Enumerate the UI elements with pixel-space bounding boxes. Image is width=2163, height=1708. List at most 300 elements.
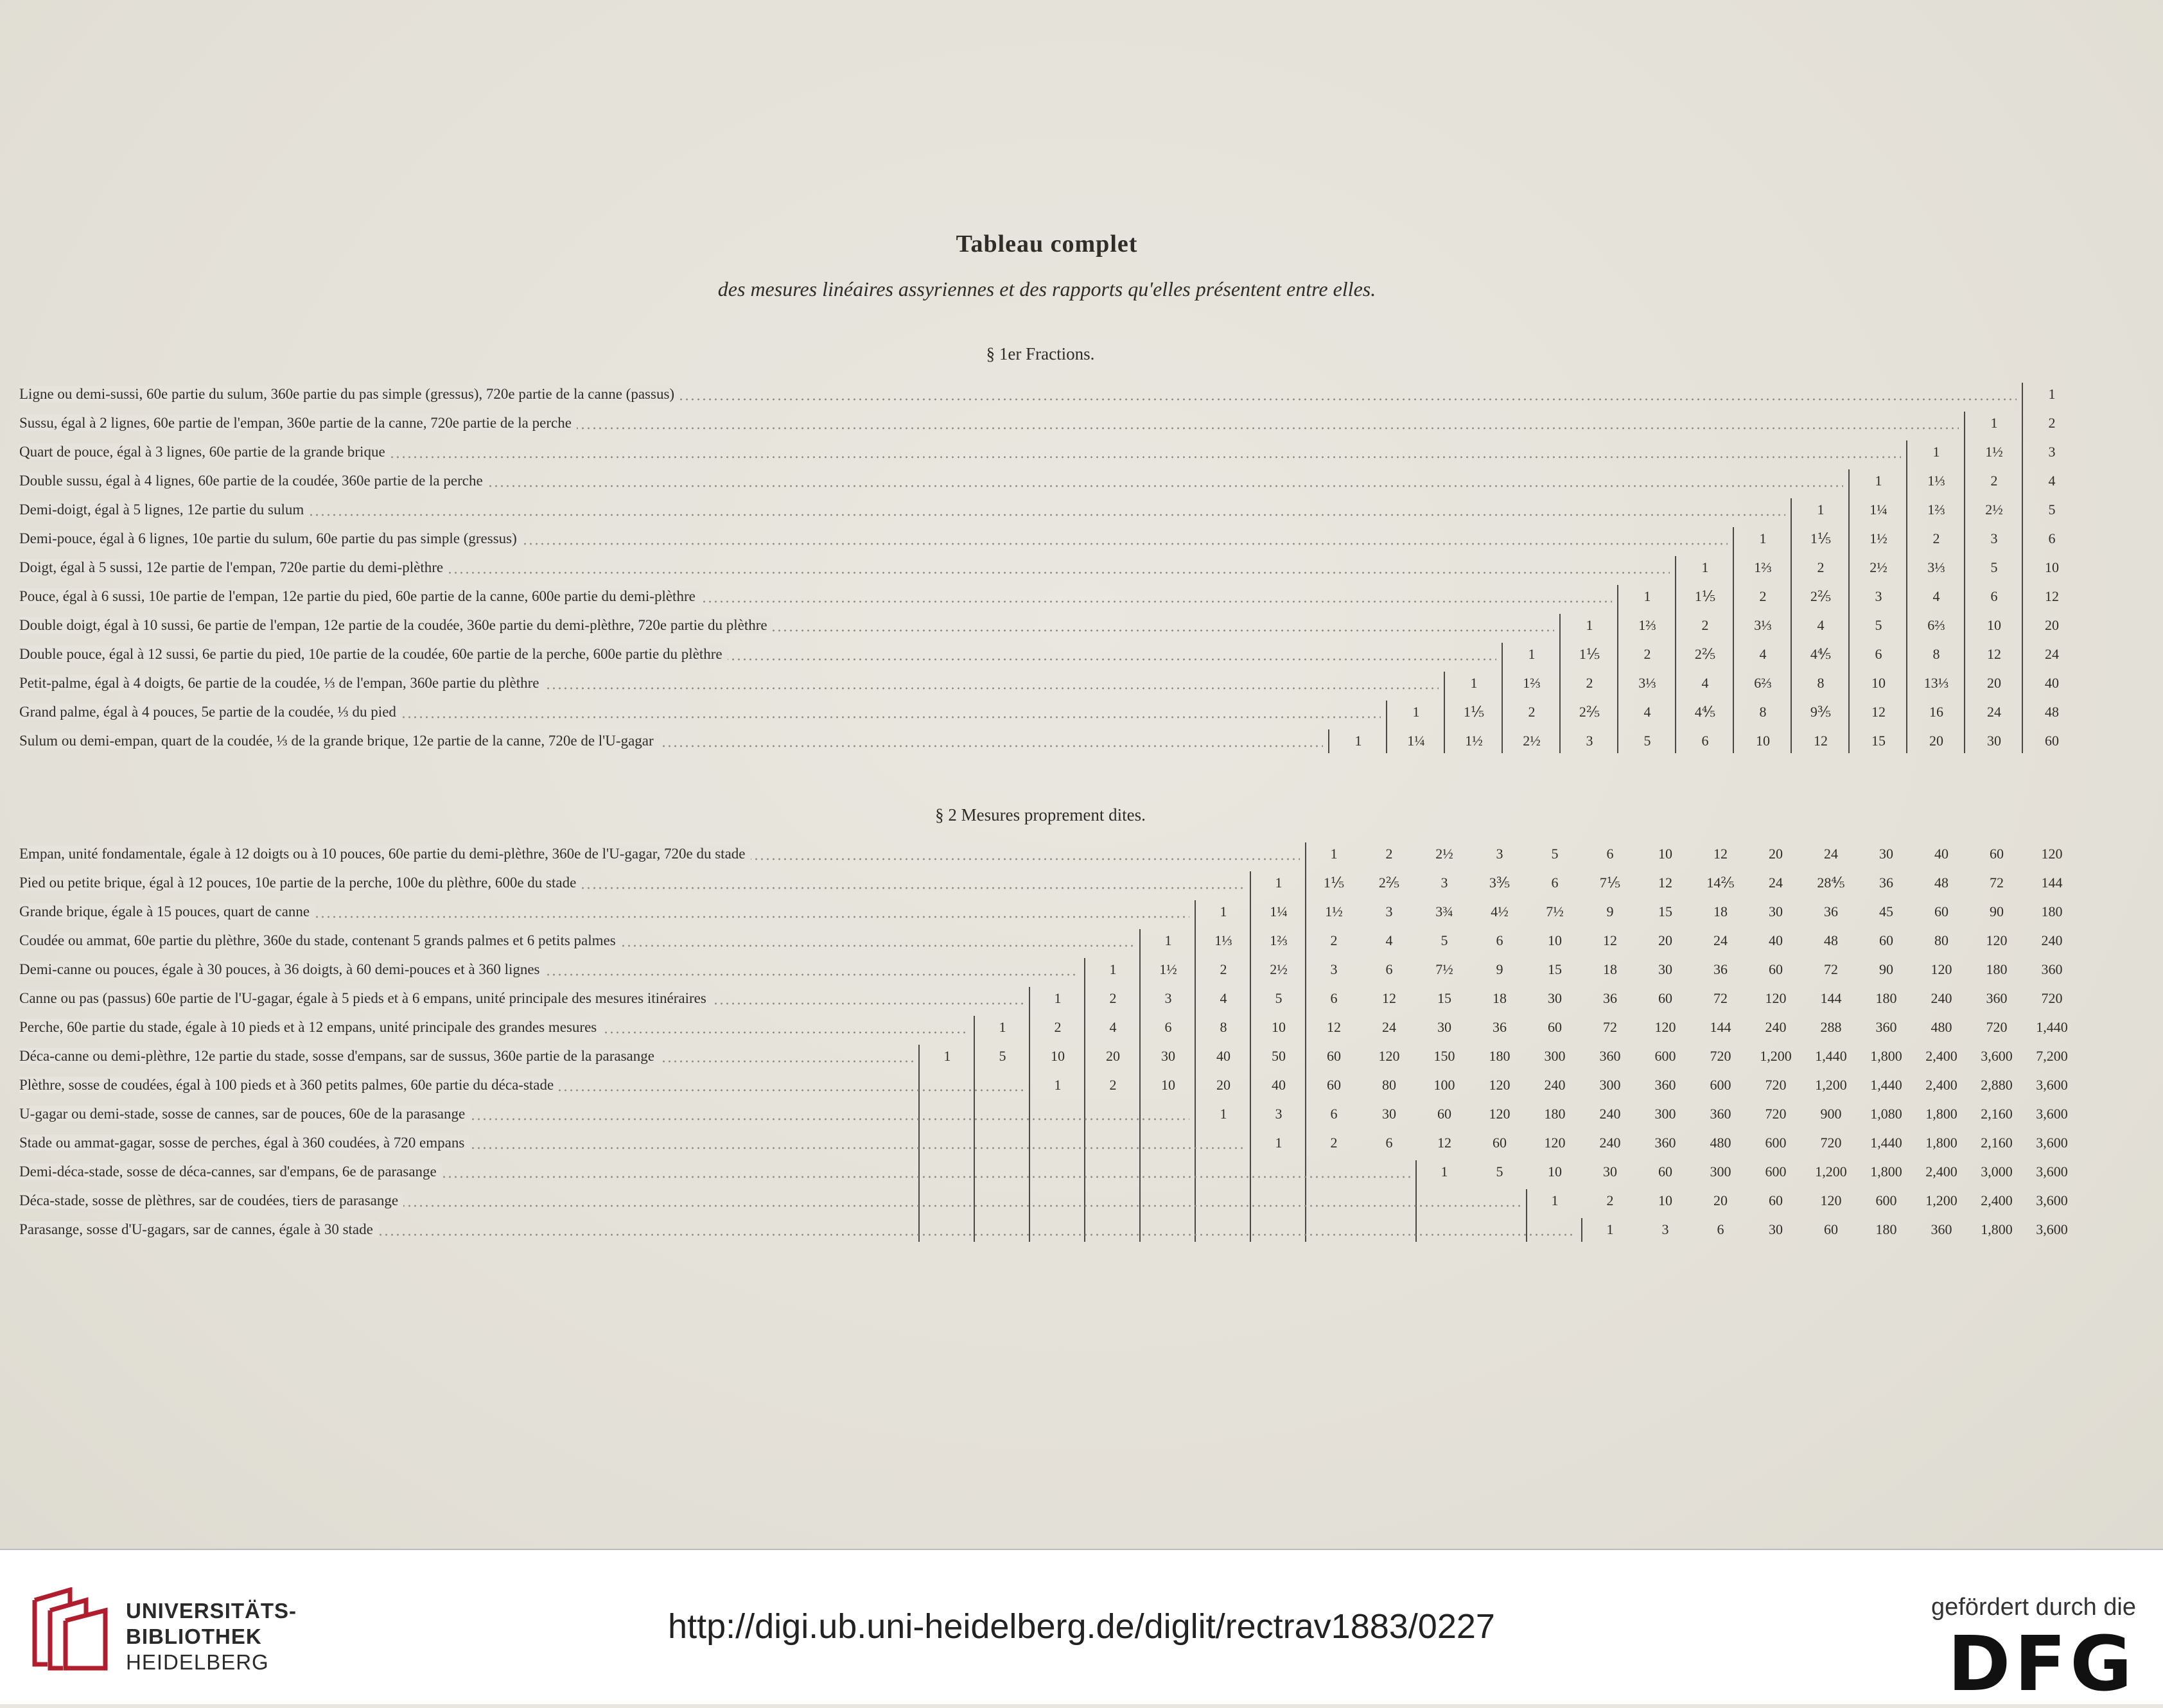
- measures-cell: 300: [1544, 1048, 1566, 1064]
- measures-cell: 1,080: [1870, 1106, 1902, 1122]
- fractions-cell: 8: [1817, 675, 1825, 691]
- measures-cell: 2,400: [1981, 1192, 2013, 1208]
- measures-cell: 15: [1548, 961, 1562, 977]
- measures-cell: 30: [1382, 1106, 1396, 1122]
- measures-cell: 3⅗: [1489, 875, 1511, 891]
- measures-cell: 1,800: [1981, 1221, 2013, 1237]
- measures-row-label-text: Plèthre, sosse de coudées, égal à 100 pieds et à 360 petits palmes, 60e partie du déca-stade: [19, 1077, 559, 1093]
- measures-row-label: [19, 1216, 1576, 1244]
- measures-cell: 2: [1330, 932, 1338, 948]
- measures-cell: 3,600: [2036, 1135, 2068, 1151]
- measures-cell: 20: [1106, 1048, 1120, 1064]
- measures-cell: 2,400: [1925, 1077, 1957, 1093]
- measures-row-label-text: Déca-canne ou demi-plèthre, 12e partie du stade, sosse d'empans, sar de sussus, 360e partie de la parasange: [19, 1048, 660, 1064]
- measures-row-label-text: U-gagar ou demi-stade, sosse de cannes, sar de pouces, 60e de la parasange: [19, 1106, 470, 1122]
- fractions-cell: 3: [1586, 733, 1593, 749]
- fractions-row: [0, 525, 2163, 553]
- library-name-line2: BIBLIOTHEK: [126, 1625, 262, 1648]
- fractions-cell: 3⅓: [1754, 617, 1772, 633]
- fractions-cell: 1½: [1870, 530, 1887, 546]
- fractions-cell: 4: [2048, 473, 2056, 489]
- measures-cell: 2,160: [1981, 1135, 2013, 1151]
- fractions-row-label-text: Ligne ou demi-sussi, 60e partie du sulum, 360e partie du pas simple (gressus), 720e partie de la canne (passus): [19, 386, 679, 402]
- measures-cell: 720: [1765, 1106, 1787, 1122]
- measures-cell: 288: [1820, 1019, 1842, 1035]
- measures-cell: 2½: [1270, 961, 1288, 977]
- fractions-cell: 1¼: [1870, 501, 1887, 518]
- measures-cell: 1: [1330, 846, 1338, 862]
- measures-row-label-text: Demi-déca-stade, sosse de déca-cannes, sar d'empans, 6e de parasange: [19, 1163, 442, 1180]
- fractions-cell: 6: [1990, 588, 1998, 604]
- measures-row: [0, 1158, 2163, 1186]
- measures-cell: 30: [1769, 903, 1783, 919]
- measures-cell: 1,800: [1925, 1135, 1957, 1151]
- measures-cell: 60: [1990, 846, 2004, 862]
- measures-cell: 1: [1606, 1221, 1614, 1237]
- fractions-row-label: [19, 582, 1612, 611]
- measures-cell: 720: [2041, 990, 2063, 1006]
- measures-cell: 2,880: [1981, 1077, 2013, 1093]
- fractions-cell: 1⅔: [1754, 559, 1772, 575]
- measures-cell: 90: [1990, 903, 2004, 919]
- fractions-cell: 12: [1987, 646, 2001, 662]
- measures-cell: 240: [1599, 1135, 1621, 1151]
- measures-cell: 12: [1382, 990, 1396, 1006]
- measures-cell: 2,400: [1925, 1048, 1957, 1064]
- measures-cell: 36: [1603, 990, 1617, 1006]
- fractions-cell: 3⅓: [1638, 675, 1656, 691]
- measures-cell: 24: [1769, 875, 1783, 891]
- measures-cell: 7½: [1546, 903, 1564, 919]
- fractions-row-label-text: Double pouce, égal à 12 sussi, 6e partie du pied, 10e partie de la coudée, 60e partie de la perche, 600e partie du plèthre: [19, 646, 728, 662]
- measures-cell: 1,440: [1870, 1077, 1902, 1093]
- measures-row-label-text: Demi-canne ou pouces, égale à 30 pouces, à 36 doigts, à 60 demi-pouces et à 360 lignes: [19, 961, 545, 977]
- page-title: Tableau complet: [956, 231, 1138, 257]
- fractions-cell: 1⅕: [1694, 588, 1716, 604]
- measures-cell: 30: [1658, 961, 1672, 977]
- fractions-cell: 1: [1817, 501, 1825, 518]
- measures-cell: 20: [1216, 1077, 1230, 1093]
- measures-row-label-text: Parasange, sosse d'U-gagars, sar de cannes, égale à 30 stade: [19, 1221, 378, 1237]
- measures-cell: 120: [1986, 932, 2008, 948]
- measures-cell: 1,800: [1870, 1048, 1902, 1064]
- fractions-cell: 1: [1759, 530, 1767, 546]
- measures-row-label-text: Stade ou ammat-gagar, sosse de perches, égal à 360 coudées, à 720 empans: [19, 1135, 469, 1151]
- measures-cell: 60: [1327, 1048, 1341, 1064]
- fractions-cell: 1½: [1465, 733, 1483, 749]
- fractions-cell: 3: [1875, 588, 1882, 604]
- measures-cell: 240: [1931, 990, 1952, 1006]
- measures-cell: 30: [1769, 1221, 1783, 1237]
- fractions-cell: 60: [2045, 733, 2059, 749]
- measures-cell: 1,200: [1815, 1163, 1847, 1180]
- fractions-cell: 9⅗: [1810, 704, 1832, 720]
- fractions-cell: 10: [1871, 675, 1886, 691]
- measures-cell: 10: [1548, 1163, 1562, 1180]
- measures-row-label-text: Déca-stade, sosse de plèthres, sar de coudées, tiers de parasange: [19, 1192, 403, 1208]
- measures-cell: 1: [999, 1019, 1006, 1035]
- fractions-row-label: [19, 438, 1901, 466]
- fractions-cell: 1⅕: [1579, 646, 1600, 662]
- fractions-cell: 2: [1759, 588, 1767, 604]
- measures-cell: 3: [1661, 1221, 1669, 1237]
- library-footer: [0, 1549, 2163, 1708]
- fractions-cell: 10: [1987, 617, 2001, 633]
- measures-cell: 6: [1330, 990, 1338, 1006]
- fractions-cell: 1: [1354, 733, 1362, 749]
- measures-cell: 3: [1164, 990, 1172, 1006]
- measures-cell: 18: [1603, 961, 1617, 977]
- fractions-row-label-text: Petit-palme, égal à 4 doigts, 6e partie de la coudée, ⅓ de l'empan, 360e partie du plèthre: [19, 675, 545, 691]
- measures-cell: 120: [1820, 1192, 1842, 1208]
- measures-row: [0, 984, 2163, 1013]
- measures-cell: 48: [1824, 932, 1838, 948]
- measures-cell: 1,440: [1870, 1135, 1902, 1151]
- fractions-row-label-text: Doigt, égal à 5 sussi, 12e partie de l'empan, 720e partie du demi-plèthre: [19, 559, 448, 575]
- measures-cell: 720: [1820, 1135, 1842, 1151]
- fractions-row: [0, 698, 2163, 726]
- fractions-cell: 5: [1875, 617, 1882, 633]
- fractions-cell: 8: [1932, 646, 1940, 662]
- fractions-cell: 20: [1987, 675, 2001, 691]
- measures-cell: 300: [1599, 1077, 1621, 1093]
- measures-cell: 6: [1496, 932, 1503, 948]
- fractions-cell: 4: [1817, 617, 1825, 633]
- measures-row-label: [19, 1100, 1189, 1128]
- measures-cell: 36: [1824, 903, 1838, 919]
- fractions-cell: 4: [1932, 588, 1940, 604]
- measures-row: [0, 1129, 2163, 1157]
- measures-cell: 180: [2041, 903, 2063, 919]
- fractions-cell: 48: [2045, 704, 2059, 720]
- fractions-cell: 3: [2048, 444, 2056, 460]
- measures-cell: 360: [1710, 1106, 1731, 1122]
- measures-cell: 24: [1382, 1019, 1396, 1035]
- section-heading-fractions: § 1er Fractions.: [986, 344, 1095, 363]
- fractions-row: [0, 611, 2163, 640]
- measures-cell: 12: [1603, 932, 1617, 948]
- measures-cell: 5: [999, 1048, 1006, 1064]
- measures-cell: 18: [1713, 903, 1728, 919]
- measures-cell: 50: [1272, 1048, 1286, 1064]
- measures-cell: 120: [2041, 846, 2063, 862]
- fractions-row: [0, 409, 2163, 437]
- measures-cell: 360: [1986, 990, 2008, 1006]
- measures-row-label: [19, 1158, 1410, 1186]
- measures-cell: 7,200: [2036, 1048, 2068, 1064]
- measures-row-label-text: Coudée ou ammat, 60e partie du plèthre, 360e du stade, contenant 5 grands palmes et 6 petits palmes: [19, 932, 621, 948]
- fractions-cell: 3: [1990, 530, 1998, 546]
- measures-cell: 60: [1327, 1077, 1341, 1093]
- measures-row-label: [19, 927, 1134, 955]
- fractions-cell: 2⅖: [1810, 588, 1832, 604]
- measures-cell: 9: [1606, 903, 1614, 919]
- fractions-cell: 8: [1759, 704, 1767, 720]
- fractions-cell: 2: [2048, 415, 2056, 431]
- measures-row-label: [19, 984, 1024, 1013]
- measures-cell: 1⅔: [1270, 932, 1288, 948]
- fractions-cell: 6: [1875, 646, 1882, 662]
- measures-cell: 100: [1433, 1077, 1455, 1093]
- fractions-row-label: [19, 467, 1843, 495]
- measures-cell: 24: [1824, 846, 1838, 862]
- fractions-row: [0, 582, 2163, 611]
- measures-row-label: [19, 955, 1079, 984]
- funded-by-text: gefördert durch die: [1931, 1594, 2136, 1621]
- fractions-row: [0, 380, 2163, 408]
- measures-cell: 3: [1496, 846, 1503, 862]
- fractions-cell: 1⅓: [1927, 473, 1945, 489]
- fractions-row-label-text: Double sussu, égal à 4 lignes, 60e partie de la coudée, 360e partie de la perche: [19, 473, 488, 489]
- measures-cell: 10: [1051, 1048, 1065, 1064]
- measures-cell: 40: [1216, 1048, 1230, 1064]
- measures-cell: 1,200: [1815, 1077, 1847, 1093]
- fractions-cell: 4: [1643, 704, 1651, 720]
- measures-cell: 480: [1710, 1135, 1731, 1151]
- fractions-cell: 40: [2045, 675, 2059, 691]
- measures-cell: 10: [1161, 1077, 1175, 1093]
- measures-cell: 1: [1275, 1135, 1283, 1151]
- fractions-row-label: [19, 727, 1323, 755]
- fractions-cell: 4: [1759, 646, 1767, 662]
- measures-cell: 5: [1496, 1163, 1503, 1180]
- measures-cell: 6: [1164, 1019, 1172, 1035]
- library-name-line3: HEIDELBERG: [126, 1650, 269, 1674]
- measures-cell: 1: [1220, 903, 1227, 919]
- fractions-row-label-text: Demi-doigt, égal à 5 lignes, 12e partie du sulum: [19, 501, 309, 518]
- measures-cell: 9: [1496, 961, 1503, 977]
- fractions-cell: 1½: [1985, 444, 2003, 460]
- fractions-cell: 2: [1586, 675, 1593, 691]
- measures-cell: 3,600: [2036, 1192, 2068, 1208]
- measures-cell: 12: [1437, 1135, 1451, 1151]
- measures-cell: 2: [1385, 846, 1393, 862]
- measures-cell: 360: [2041, 961, 2063, 977]
- measures-cell: 1,800: [1870, 1163, 1902, 1180]
- measures-cell: 3: [1441, 875, 1448, 891]
- fractions-cell: 20: [1929, 733, 1943, 749]
- fractions-row: [0, 727, 2163, 755]
- fractions-cell: 1⅕: [1463, 704, 1485, 720]
- measures-cell: 2: [1606, 1192, 1614, 1208]
- measures-cell: 72: [1713, 990, 1728, 1006]
- fractions-cell: 5: [2048, 501, 2056, 518]
- measures-cell: 120: [1544, 1135, 1566, 1151]
- measures-cell: 80: [1934, 932, 1948, 948]
- fractions-row-label: [19, 669, 1439, 697]
- fractions-cell: 6: [2048, 530, 2056, 546]
- measures-cell: 60: [1548, 1019, 1562, 1035]
- fractions-cell: 1: [1932, 444, 1940, 460]
- fractions-cell: 2: [1643, 646, 1651, 662]
- measures-cell: 120: [1489, 1106, 1511, 1122]
- measures-cell: 1⅕: [1323, 875, 1345, 891]
- measures-cell: 120: [1654, 1019, 1676, 1035]
- measures-cell: 14⅖: [1706, 875, 1735, 891]
- fractions-row: [0, 467, 2163, 495]
- measures-cell: 80: [1382, 1077, 1396, 1093]
- fractions-row-label-text: Sulum ou demi-empan, quart de la coudée, ⅓ de la grande brique, 12e partie de la canne, 720e de l'U-gagar: [19, 733, 659, 749]
- measures-cell: 120: [1931, 961, 1952, 977]
- measures-cell: 300: [1710, 1163, 1731, 1180]
- measures-cell: 3,600: [1981, 1048, 2013, 1064]
- measures-row-label: [19, 898, 1189, 926]
- page-subtitle: des mesures linéaires assyriennes et des rapports qu'elles présentent entre elles.: [717, 277, 1376, 301]
- measures-cell: 360: [1875, 1019, 1897, 1035]
- measures-cell: 7⅕: [1599, 875, 1621, 891]
- measures-cell: 900: [1820, 1106, 1842, 1122]
- fractions-cell: 2⅖: [1579, 704, 1600, 720]
- measures-cell: 2⅖: [1378, 875, 1400, 891]
- fractions-row: [0, 553, 2163, 582]
- measures-cell: 60: [1437, 1106, 1451, 1122]
- measures-cell: 10: [1272, 1019, 1286, 1035]
- measures-cell: 4: [1220, 990, 1227, 1006]
- measures-cell: 6: [1330, 1106, 1338, 1122]
- measures-cell: 180: [1875, 1221, 1897, 1237]
- fractions-cell: 2½: [1870, 559, 1887, 575]
- fractions-cell: 20: [2045, 617, 2059, 633]
- measures-cell: 40: [1934, 846, 1948, 862]
- measures-cell: 240: [1544, 1077, 1566, 1093]
- measures-cell: 4½: [1491, 903, 1509, 919]
- measures-cell: 1: [1220, 1106, 1227, 1122]
- measures-cell: 150: [1433, 1048, 1455, 1064]
- measures-cell: 180: [1489, 1048, 1511, 1064]
- measures-cell: 600: [1710, 1077, 1731, 1093]
- measures-cell: 5: [1441, 932, 1448, 948]
- fractions-cell: 2: [1990, 473, 1998, 489]
- measures-column-rule: [1581, 1218, 1582, 1242]
- measures-cell: 120: [1765, 990, 1787, 1006]
- measures-row: [0, 869, 2163, 897]
- measures-cell: 12: [1658, 875, 1672, 891]
- measures-cell: 240: [2041, 932, 2063, 948]
- measures-cell: 360: [1931, 1221, 1952, 1237]
- measures-row: [0, 1100, 2163, 1128]
- measures-cell: 600: [1875, 1192, 1897, 1208]
- measures-cell: 12: [1327, 1019, 1341, 1035]
- measures-cell: 600: [1654, 1048, 1676, 1064]
- measures-cell: 12: [1713, 846, 1728, 862]
- digital-copy-url[interactable]: http://digi.ub.uni-heidelberg.de/diglit/rectrav1883/0227: [668, 1607, 1495, 1646]
- fractions-row: [0, 669, 2163, 697]
- fractions-row-label-text: Quart de pouce, égal à 3 lignes, 60e partie de la grande brique: [19, 444, 390, 460]
- fractions-cell: 1: [1990, 415, 1998, 431]
- fractions-cell: 4: [1701, 675, 1709, 691]
- fractions-row: [0, 496, 2163, 524]
- measures-cell: 1,440: [1815, 1048, 1847, 1064]
- measures-row: [0, 1042, 2163, 1070]
- measures-cell: 60: [1658, 1163, 1672, 1180]
- measures-cell: 15: [1658, 903, 1672, 919]
- fractions-cell: 1: [1643, 588, 1651, 604]
- measures-cell: 120: [1489, 1077, 1511, 1093]
- fractions-cell: 1: [2048, 386, 2056, 402]
- measures-cell: 60: [1769, 961, 1783, 977]
- fractions-row-label-text: Grand palme, égal à 4 pouces, 5e partie de la coudée, ⅓ du pied: [19, 704, 401, 720]
- fractions-cell: 1: [1875, 473, 1882, 489]
- fractions-cell: 24: [1987, 704, 2001, 720]
- fractions-cell: 16: [1929, 704, 1943, 720]
- measures-cell: 2: [1109, 990, 1117, 1006]
- measures-cell: 60: [1824, 1221, 1838, 1237]
- fractions-cell: 1: [1528, 646, 1536, 662]
- section-heading-measures: § 2 Mesures proprement dites.: [935, 805, 1146, 824]
- measures-cell: 30: [1548, 990, 1562, 1006]
- measures-cell: 600: [1765, 1135, 1787, 1151]
- measures-cell: 28⅘: [1817, 875, 1845, 891]
- fractions-cell: 1: [1586, 617, 1593, 633]
- measures-cell: 1,800: [1925, 1106, 1957, 1122]
- fractions-row-label-text: Pouce, égal à 6 sussi, 10e partie de l'empan, 12e partie du pied, 60e partie de la canne, 600e partie du demi-plèthre: [19, 588, 701, 604]
- measures-cell: 3: [1275, 1106, 1283, 1122]
- measures-cell: 1: [1551, 1192, 1559, 1208]
- fractions-row-label: [19, 409, 1959, 437]
- fractions-row-label: [19, 525, 1728, 553]
- measures-row-label: [19, 840, 1300, 868]
- fractions-cell: 2: [1701, 617, 1709, 633]
- measures-cell: 48: [1934, 875, 1948, 891]
- measures-cell: 120: [1378, 1048, 1400, 1064]
- measures-cell: 10: [1658, 1192, 1672, 1208]
- measures-cell: 72: [1824, 961, 1838, 977]
- measures-cell: 600: [1765, 1163, 1787, 1180]
- measures-cell: 720: [1710, 1048, 1731, 1064]
- measures-row: [0, 1071, 2163, 1099]
- measures-row: [0, 1216, 2163, 1244]
- fractions-cell: 2: [1528, 704, 1536, 720]
- measures-cell: 5: [1275, 990, 1283, 1006]
- measures-cell: 1: [943, 1048, 951, 1064]
- fractions-row: [0, 640, 2163, 668]
- measures-cell: 40: [1272, 1077, 1286, 1093]
- fractions-row-label: [19, 553, 1670, 582]
- fractions-cell: 2½: [1985, 501, 2003, 518]
- fractions-row-label: [19, 380, 2017, 408]
- measures-cell: 180: [1986, 961, 2008, 977]
- fractions-cell: 1⅕: [1810, 530, 1832, 546]
- fractions-row-label: [19, 611, 1554, 640]
- measures-cell: 8: [1220, 1019, 1227, 1035]
- measures-row-label-text: Perche, 60e partie du stade, égale à 10 pieds et à 12 empans, unité principale des grandes mesures: [19, 1019, 602, 1035]
- measures-cell: 240: [1765, 1019, 1787, 1035]
- measures-cell: 3: [1385, 903, 1393, 919]
- measures-cell: 15: [1437, 990, 1451, 1006]
- measures-cell: 180: [1544, 1106, 1566, 1122]
- measures-cell: 60: [1769, 1192, 1783, 1208]
- measures-cell: 10: [1658, 846, 1672, 862]
- measures-cell: 300: [1654, 1106, 1676, 1122]
- fractions-cell: 6: [1701, 733, 1709, 749]
- measures-cell: 2: [1330, 1135, 1338, 1151]
- measures-cell: 36: [1879, 875, 1893, 891]
- fractions-row-label-text: Sussu, égal à 2 lignes, 60e partie de l'empan, 360e partie de la canne, 720e partie de la perche: [19, 415, 577, 431]
- measures-cell: 6: [1385, 1135, 1393, 1151]
- fractions-cell: 12: [2045, 588, 2059, 604]
- fractions-row-label: [19, 496, 1785, 524]
- measures-cell: 5: [1551, 846, 1559, 862]
- measures-cell: 45: [1879, 903, 1893, 919]
- measures-cell: 3: [1330, 961, 1338, 977]
- measures-row: [0, 1013, 2163, 1041]
- measures-row-label: [19, 1013, 968, 1041]
- measures-cell: 7½: [1435, 961, 1453, 977]
- measures-cell: 72: [1603, 1019, 1617, 1035]
- measures-cell: 3,600: [2036, 1106, 2068, 1122]
- measures-cell: 240: [1599, 1106, 1621, 1122]
- measures-row: [0, 955, 2163, 984]
